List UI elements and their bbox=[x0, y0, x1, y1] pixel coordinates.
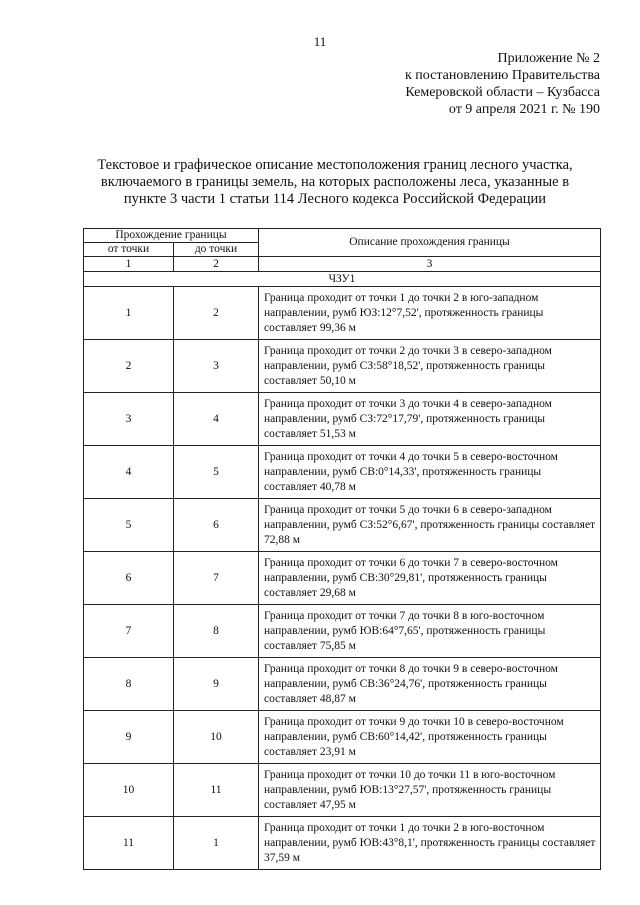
appendix-line: к постановлению Правительства bbox=[404, 68, 600, 83]
header-from-cell: от точки bbox=[84, 243, 174, 257]
header-to-cell: до точки bbox=[174, 243, 259, 257]
table-row bbox=[84, 446, 601, 499]
description-cell: Граница проходит от точки 1 до точки 2 в юго-западном направлении, румб ЮЗ:12°7,52', протяженность границы составляет 99,36 м bbox=[259, 287, 601, 340]
to-cell: 3 bbox=[174, 340, 259, 393]
table-row bbox=[84, 340, 601, 393]
title-line: пункте 3 части 1 статьи 114 Лесного кодекса Российской Федерации bbox=[123, 191, 547, 207]
section-row bbox=[84, 272, 601, 287]
header-group-cell: Прохождение границы bbox=[84, 229, 259, 243]
description-cell: Граница проходит от точки 7 до точки 8 в юго-восточном направлении, румб ЮВ:64°7,65', протяженность границы составляет 75,85 м bbox=[259, 605, 601, 658]
description-cell: Граница проходит от точки 5 до точки 6 в северо-западном направлении, румб СЗ:52°6,67', протяженность границы составляет 72,88 м bbox=[259, 499, 601, 552]
column-number: 2 bbox=[174, 257, 259, 272]
description-cell: Граница проходит от точки 10 до точки 11 в юго-восточном направлении, румб ЮВ:13°27,57', протяженность границы составляет 47,95 м bbox=[259, 764, 601, 817]
table-row bbox=[84, 764, 601, 817]
to-cell: 2 bbox=[174, 287, 259, 340]
appendix-line: от 9 апреля 2021 г. № 190 bbox=[448, 102, 600, 117]
appendix-line: Приложение № 2 bbox=[497, 51, 600, 66]
to-cell: 1 bbox=[174, 817, 259, 870]
description-cell: Граница проходит от точки 6 до точки 7 в северо-восточном направлении, румб СВ:30°29,81', протяженность границы составляет 29,68 м bbox=[259, 552, 601, 605]
from-cell: 6 bbox=[84, 552, 174, 605]
to-cell: 4 bbox=[174, 393, 259, 446]
document-title bbox=[70, 157, 600, 208]
table-row bbox=[84, 552, 601, 605]
from-cell: 4 bbox=[84, 446, 174, 499]
description-cell: Граница проходит от точки 8 до точки 9 в северо-восточном направлении, румб СВ:36°24,76', протяженность границы составляет 48,87 м bbox=[259, 658, 601, 711]
appendix-block bbox=[340, 50, 600, 118]
to-cell: 11 bbox=[174, 764, 259, 817]
from-cell: 10 bbox=[84, 764, 174, 817]
table-row bbox=[84, 393, 601, 446]
from-cell: 2 bbox=[84, 340, 174, 393]
description-cell: Граница проходит от точки 2 до точки 3 в северо-западном направлении, румб СЗ:58°18,52', протяженность границы составляет 50,10 м bbox=[259, 340, 601, 393]
title-line: включаемого в границы земель, на которых расположены леса, указанные в bbox=[100, 174, 570, 190]
from-cell: 7 bbox=[84, 605, 174, 658]
to-cell: 5 bbox=[174, 446, 259, 499]
column-number: 1 bbox=[84, 257, 174, 272]
from-cell: 11 bbox=[84, 817, 174, 870]
to-cell: 9 bbox=[174, 658, 259, 711]
from-cell: 3 bbox=[84, 393, 174, 446]
from-cell: 1 bbox=[84, 287, 174, 340]
table-row bbox=[84, 499, 601, 552]
title-line: Текстовое и графическое описание местоположения границ лесного участка, bbox=[97, 157, 573, 173]
description-cell: Граница проходит от точки 4 до точки 5 в северо-восточном направлении, румб СВ:0°14,33', протяженность границы составляет 40,78 м bbox=[259, 446, 601, 499]
header-row bbox=[84, 229, 601, 243]
description-cell: Граница проходит от точки 1 до точки 2 в юго-восточном направлении, румб ЮВ:43°8,1', протяженность границы составляет 37,59 м bbox=[259, 817, 601, 870]
appendix-line: Кемеровской области – Кузбасса bbox=[405, 85, 600, 100]
description-cell: Граница проходит от точки 9 до точки 10 в северо-восточном направлении, румб СВ:60°14,42', протяженность границы составляет 23,91 м bbox=[259, 711, 601, 764]
page-number: 11 bbox=[313, 34, 327, 49]
to-cell: 7 bbox=[174, 552, 259, 605]
boundary-table bbox=[83, 228, 601, 870]
from-cell: 9 bbox=[84, 711, 174, 764]
from-cell: 8 bbox=[84, 658, 174, 711]
header-desc-cell: Описание прохождения границы bbox=[259, 229, 601, 257]
table-row bbox=[84, 605, 601, 658]
to-cell: 6 bbox=[174, 499, 259, 552]
table-row bbox=[84, 287, 601, 340]
from-cell: 5 bbox=[84, 499, 174, 552]
to-cell: 10 bbox=[174, 711, 259, 764]
column-number-row bbox=[84, 257, 601, 272]
to-cell: 8 bbox=[174, 605, 259, 658]
table-row bbox=[84, 817, 601, 870]
column-number: 3 bbox=[259, 257, 601, 272]
section-label: ЧЗУ1 bbox=[84, 272, 601, 287]
table-row bbox=[84, 658, 601, 711]
table-row bbox=[84, 711, 601, 764]
description-cell: Граница проходит от точки 3 до точки 4 в северо-западном направлении, румб СЗ:72°17,79', протяженность границы составляет 51,53 м bbox=[259, 393, 601, 446]
